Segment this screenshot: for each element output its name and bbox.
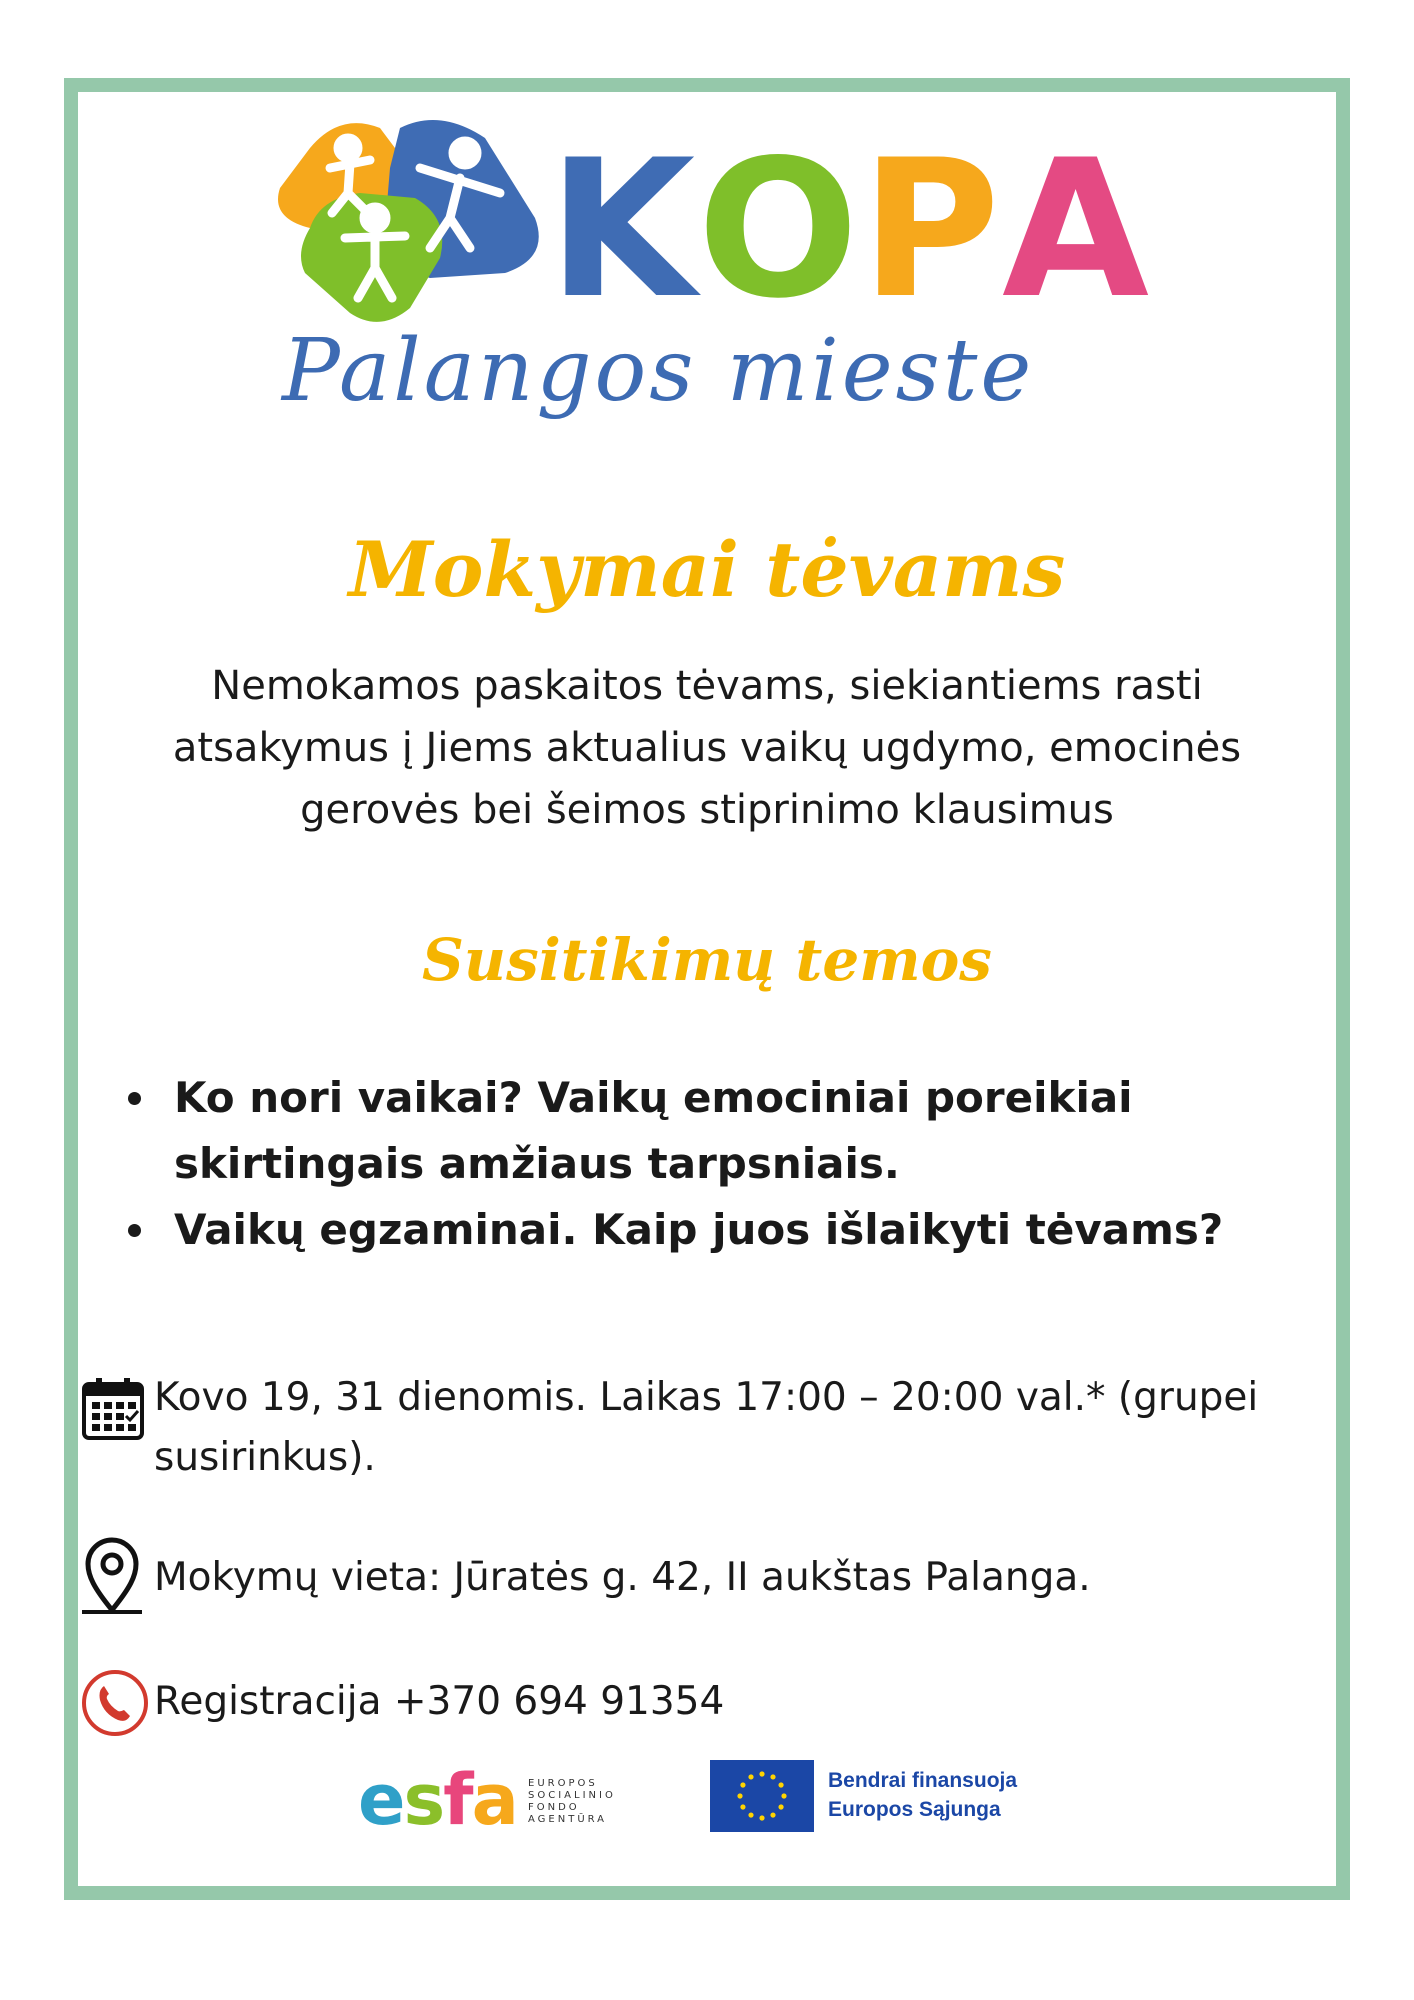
esfa-logo — [358, 1760, 648, 1840]
kopa-children-mark — [270, 108, 560, 338]
place-text: Mokymų vieta: Jūratės g. 42, II aukštas Palanga. — [154, 1555, 1091, 1600]
calendar-icon — [80, 1376, 146, 1442]
eu-star-icon — [740, 1782, 745, 1787]
logo-subtitle: Palangos mieste — [282, 321, 1035, 421]
esfa-caption-line: SOCIALINIO — [528, 1790, 616, 1801]
date-info — [80, 1368, 1330, 1498]
topic-text: Vaikų egzaminai. Kaip juos išlaikyti tėvams? — [174, 1205, 1224, 1254]
eu-star-icon — [778, 1782, 783, 1787]
bullet-icon — [128, 1092, 141, 1105]
esfa-wordmark — [358, 1760, 517, 1840]
date-text: Kovo 19, 31 dienomis. Laikas 17:00 – 20:00 val.* (grupei susirinkus). — [154, 1375, 1259, 1480]
kopa-logo — [270, 108, 1152, 438]
esfa-caption-line: AGENTŪRA — [528, 1814, 608, 1825]
list-item — [120, 1197, 1240, 1263]
logo-letter-k: K — [548, 119, 698, 340]
place-info — [80, 1540, 1330, 1620]
eu-star-icon — [770, 1774, 775, 1779]
esfa-caption-line: FONDO — [528, 1802, 580, 1813]
eu-cofunding-logo — [710, 1760, 1090, 1834]
eu-star-icon — [740, 1804, 745, 1809]
esfa-letter: s — [403, 1759, 444, 1841]
eu-star-icon — [748, 1774, 753, 1779]
eu-star-icon — [737, 1793, 742, 1798]
eu-star-icon — [778, 1804, 783, 1809]
kopa-wordmark — [548, 119, 1152, 340]
registration-text: Registracija +370 694 91354 — [154, 1679, 725, 1724]
bullet-icon — [128, 1224, 141, 1237]
eu-text-line: Europos Sąjunga — [828, 1798, 1001, 1821]
logo-letter-p: P — [860, 119, 1003, 340]
list-item — [120, 1065, 1240, 1197]
eu-star-icon — [770, 1812, 775, 1817]
logo-letter-o: O — [697, 119, 861, 340]
eu-star-icon — [748, 1812, 753, 1817]
eu-text-line: Bendrai finansuoja — [828, 1769, 1018, 1792]
eu-star-icon — [781, 1793, 786, 1798]
esfa-caption — [528, 1778, 616, 1826]
esfa-caption-line: EUROPOS — [528, 1778, 598, 1789]
location-pin-icon — [80, 1536, 144, 1616]
logo-letter-a: A — [1002, 119, 1152, 340]
eu-star-icon — [759, 1815, 764, 1820]
esfa-letter: a — [471, 1759, 517, 1841]
topics-heading: Susitikimų temos — [422, 926, 992, 994]
topic-text: Ko nori vaikai? Vaikų emociniai poreikiai skirtingais amžiaus tarpsniais. — [174, 1073, 1133, 1188]
registration-info — [80, 1666, 1330, 1746]
eu-star-icon — [759, 1771, 764, 1776]
phone-icon — [80, 1668, 150, 1738]
esfa-letter: e — [358, 1759, 404, 1841]
page-title: Mokymai tėvams — [348, 525, 1066, 614]
esfa-letter: f — [443, 1759, 472, 1841]
topics-list — [120, 1065, 1240, 1263]
eu-flag-icon — [710, 1760, 814, 1832]
intro-paragraph: Nemokamos paskaitos tėvams, siekiantiems rasti atsakymus į Jiems aktualius vaikų ugdymo, emocinės gerovės bei šeimos stiprinimo klausimus — [172, 663, 1242, 833]
eu-text — [828, 1766, 1017, 1824]
